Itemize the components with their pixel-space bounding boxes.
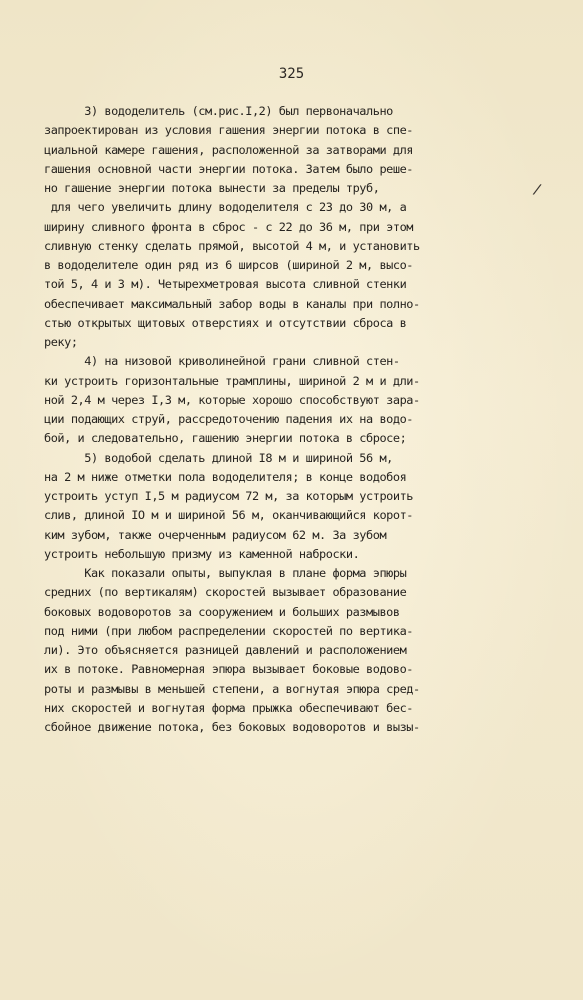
margin-mark: / [531, 181, 544, 199]
text-line: той 5, 4 и 3 м). Четырехметровая высота сливной стенки [44, 277, 407, 292]
text-line: ции подающих струй, рассредоточению падения их на водо- [44, 412, 413, 426]
text-line: их в потоке. Равномерная эпюра вызывает боковые водово- [44, 662, 413, 677]
text-line: бой, и следовательно, гашению энергии потока в сбросе; [44, 431, 407, 446]
text-line: 4) на низовой криволинейной грани сливной стен- [44, 354, 400, 369]
text-line: ной 2,4 м через I,3 м, которые хорошо способствуют зара- [44, 392, 420, 407]
text-line: гашения основной части энергии потока. Затем было реше- [44, 161, 413, 176]
text-line: сливную стенку сделать прямой, высотой 4 м, и установить [44, 238, 420, 253]
text-line: сбойное движение потока, без боковых водоворотов и вызы- [44, 720, 420, 734]
text-line: Как показали опыты, выпуклая в плане форма эпюры [44, 566, 407, 580]
body-text [44, 102, 536, 737]
text-line: под ними (при любом распределении скоростей по вертика- [44, 623, 413, 638]
text-line: ширину сливного фронта в сброс - с 22 до 36 м, при этом [44, 219, 413, 234]
text-line: боковых водоворотов за сооружением и больших размывов [44, 604, 400, 619]
page-number: 325 [278, 66, 305, 82]
text-line: циальной камере гашения, расположенной за затворами для [44, 142, 413, 157]
text-line: но гашение энергии потока вынести за пределы труб, [44, 181, 380, 195]
text-line: устроить уступ I,5 м радиусом 72 м, за которым устроить [44, 489, 413, 503]
text-line: ли). Это объясняется разницей давлений и расположением [44, 643, 407, 657]
text-line: них скоростей и вогнутая форма прыжка обеспечивают бес- [44, 700, 413, 715]
text-line: 3) вододелитель (см.рис.I,2) был первоначально [44, 104, 393, 118]
text-line: на 2 м ниже отметки пола вододелителя; в конце водобоя [44, 469, 407, 484]
text-line: роты и размывы в меньшей степени, а вогнутая эпюра сред- [44, 681, 420, 696]
text-line: ким зубом, также очерченным радиусом 62 м. За зубом [44, 527, 387, 542]
text-line: обеспечивает максимальный забор воды в каналы при полно- [44, 296, 420, 311]
text-line: средних (по вертикалям) скоростей вызывает образование [44, 585, 407, 600]
text-line: запроектирован из условия гашения энергии потока в спе- [44, 123, 413, 138]
text-line: 5) водобой сделать длиной I8 м и шириной 56 м, [44, 450, 393, 465]
text-line: ки устроить горизонтальные трамплины, шириной 2 м и дли- [44, 373, 420, 388]
text-line: для чего увеличить длину вододелителя с 23 до 30 м, а [44, 200, 407, 215]
text-line: слив, длиной IO м и шириной 56 м, оканчивающийся корот- [44, 508, 413, 523]
text-line: реку; [44, 335, 78, 349]
text-line: стью открытых щитовых отверстиях и отсутствии сброса в [44, 315, 407, 330]
text-line: в вододелителе один ряд из 6 ширсов (шириной 2 м, высо- [44, 258, 413, 272]
text-line: устроить небольшую призму из каменной наброски. [44, 546, 360, 561]
